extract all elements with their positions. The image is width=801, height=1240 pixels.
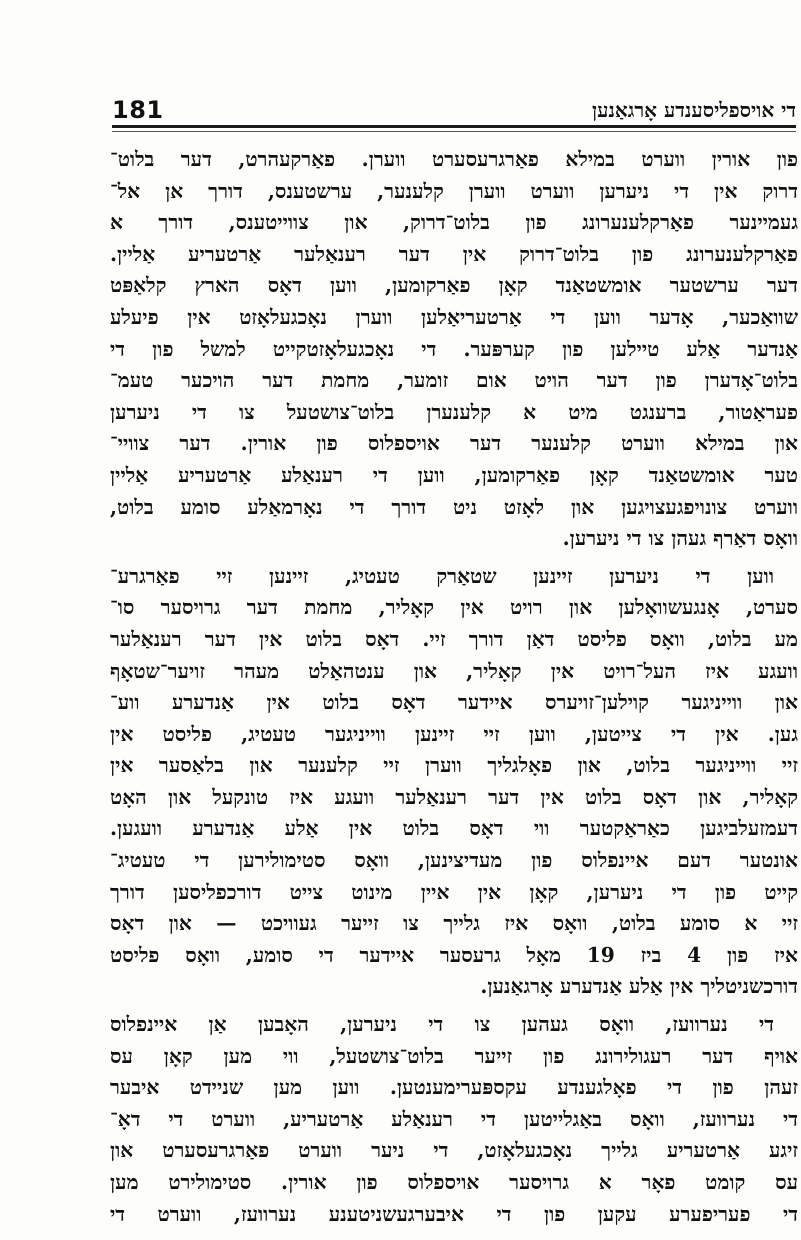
text-line: גען. אין די צייטען, ווען זיי זיינען ווייניגער טעטיג, פליסט אין [110,721,798,746]
text-line: מע בלוט, וואָס פליסט דאַן דורך זיי. דאָס בלוט אין דער רענאַלער [110,626,798,651]
text-line: זעהן פון די פאָלגענדע עקספּערימענטען. ווען מען שניידט איבער [110,1075,798,1100]
header-rule [112,125,796,128]
text-line: קאָליר, און דאָס בלוט אין דער רענאַלער וועגע איז טונקעל און האָט [110,784,798,809]
paragraph-3 [110,1009,798,1230]
text-line: די נערוועז, וואָס באַגלייטען די רענאַלע אַרטעריע, ווערט די דאָ־ [110,1106,798,1131]
text-line: זיי ווייניגער בלוט, און פאָלגליך ווערן זיי קלענער און בלאַסער אין [110,753,798,778]
text-line: איז פון 4 ביז 19 מאָל גרעסער איידער די סומע, וואָס פליסט [110,942,798,967]
page-number: 181 [112,96,164,124]
text-line: די פעריפערע עקען פון די איבערגעשניטענע נערוועז, ווערט די [110,1201,798,1226]
text-line: סערט, אָנגעשוואָלען און רויט אין קאָליר, מחמת דער גרויסער סו־ [110,595,798,620]
text-line: און ווייניגער קוילען־זויערס איידער דאָס בלוט אין אַנדערע ווע־ [110,690,798,715]
paragraph-2 [110,561,798,1003]
text-line: אַנדער אַלע טיילען פון קערפּער. די נאָכגעלאָזטקייט למשל פון די [110,336,798,361]
text-line: די נערוועז, וואָס געהען צו די ניערען, האָבען אַן איינפלוס [110,1012,774,1037]
text-line: טער אומשטאַנד קאָן פאַרקומען, ווען די רענאַלע אַרטעריע אַליין [110,462,798,487]
text-line: דרוק אין די ניערען ווערט ווערן קלענער, ערשטענס, דורך אן אל־ [110,178,798,203]
header-rule-thin [112,131,796,132]
text-line: וואָס דאַרף געהן צו די ניערען. [562,526,798,551]
text-line: ווערט צונויפגעצויגען און לאָזט ניט דורך די נאָרמאַלע סומע בלוט, [110,494,798,519]
text-line: זיגע אַרטעריע גלייך נאָכגעלאָזט, די ניער ווערט פאַרגרעסערט און [110,1138,798,1163]
text-line: ווען די ניערען זיינען שטאַרק טעטיג, זיינען זיי פאַרגרע־ [110,563,774,588]
text-line: אונטער דעם איינפלוס פון מעדיצינען, וואָס סטימולירען די טעטיג־ [110,848,798,873]
text-line: דער ערשטער אומשטאַנד קאָן פאַרקומען, ווען דאָס הארץ קלאַפּט [110,273,798,298]
text-line: פאַרקלענערונג פון בלוט־דרוק אין דער רענאַלער אַרטעריע אַליין. [110,241,798,266]
text-line: און במילא ווערט קלענער דער אויספלוס פון אורין. דער צוויי־ [110,431,798,456]
body-text [110,144,798,1236]
text-line: אויף דער רעגולירונג פון זייער בלוט־צושטעל, ווי מען קאָן עס [110,1043,798,1068]
text-line: פון אורין ווערט במילא פאַרגרעסערט ווערן. פאַרקעהרט, דער בלוט־ [110,147,798,171]
text-line: קייט פון די ניערען, קאָן אין איין מינוט צייט דורכפליסען דורך [110,879,798,904]
text-line: עס קומט פאָר א גרויסער אויספלוס פון אורין. סטימולירט מען [110,1170,798,1194]
text-line: געמיינער פאַרקלענערונג פון בלוט־דרוק, און צווייטענס, דורך א [110,210,798,235]
text-line: בלוט־אָדערן פון דער הויט אום זומער, מחמת דער הויכער טעמ־ [110,368,798,393]
text-line: דורכשניטליך אין אַלע אַנדערע אָרגאַנען. [480,974,798,999]
running-title: די אויספליסענדע אָרגאַנען [591,98,796,122]
text-line: דעמזעלביגען כאַראַקטער ווי דאָס בלוט אין אַלע אַנדערע וועגען. [110,816,798,841]
paragraph-1 [110,144,798,555]
text-line: זיי א סומע בלוט, וואָס איז גלייך צו זייער געוויכט — און דאָס [110,911,798,936]
text-line: וועגע איז העל־רויט אין קאָליר, און ענטהאַלט מעהר זויער־שטאָף [110,658,798,683]
text-line: פעראַטור, ברענגט מיט א קלענערן בלוט־צושטעל צו די ניערען [110,399,798,424]
text-line: שוואַכער, אָדער ווען די אַרטעריאַלען ווערן נאָכגעלאָזט אין פיעלע [110,304,798,329]
